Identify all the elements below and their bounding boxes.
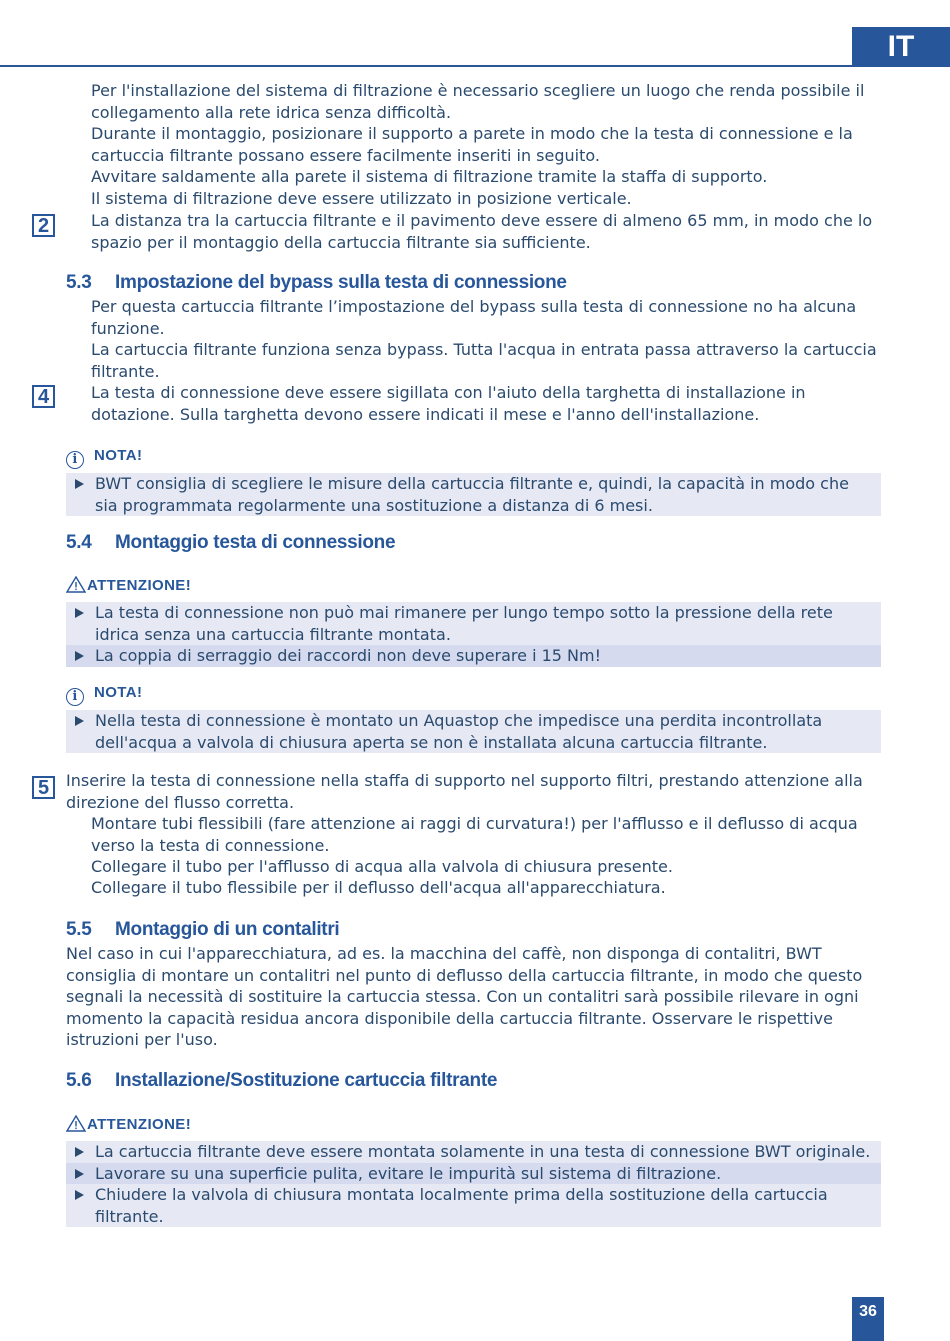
note-heading (66, 684, 142, 706)
section-number: 5.6 (66, 1070, 92, 1091)
s55-paragraph-1: Nel caso in cui l'apparecchiatura, ad es. la macchina del caffè, non disponga di contalitri, BWT consiglia di montare un contalitri nel punto di deflusso della cartuccia filtrante, in modo che questo segnali la necessità di sostituire la cartuccia stessa. Con un contalitri sarà possibile rilevare in ogni momento la capacità residua ancora disponibile della cartuccia filtrante. Osservare le rispettive istruzioni per l'uso. (66, 944, 863, 1050)
section-title: Installazione/Sostituzione cartuccia filtrante (115, 1070, 498, 1091)
s53-paragraph-3: La testa di connessione deve essere sigillata con l'aiuto della targhetta di installazione in dotazione. Sulla targhetta devono essere indicati il mese e l'anno dell'installazione. (91, 383, 806, 424)
note-label: NOTA! (94, 447, 143, 464)
section-number: 5.3 (66, 272, 92, 293)
list-item-text: La coppia di serraggio dei raccordi non deve superare i 15 Nm! (95, 646, 602, 666)
s54-paragraph-4: Collegare il tubo flessibile per il deflusso dell'acqua all'apparecchiatura. (91, 878, 666, 897)
warning-box (66, 602, 881, 667)
list-item (66, 1141, 881, 1163)
warning-label: ATTENZIONE! (87, 577, 192, 594)
language-tab: IT (852, 27, 950, 67)
list-item-text: La cartuccia filtrante deve essere montata solamente in una testa di connessione BWT originale. (95, 1142, 871, 1161)
warning-label: ATTENZIONE! (87, 1116, 192, 1133)
note-box (66, 710, 881, 753)
list-item (66, 1163, 881, 1185)
intro-paragraph-3: Avvitare saldamente alla parete il sistema di filtrazione tramite la staffa di supporto. (91, 167, 768, 186)
section-heading-5-4 (66, 532, 395, 554)
intro-paragraph-1: Per l'installazione del sistema di filtrazione è necessario scegliere un luogo che renda possibile il collegamento alla rete idrica senza difficoltà. (91, 81, 865, 122)
list-item-text: Chiudere la valvola di chiusura montata localmente prima della sostituzione della cartuccia filtrante. (95, 1185, 828, 1226)
section-title: Montaggio testa di connessione (115, 532, 396, 553)
section-heading-5-5 (66, 919, 339, 941)
section-number: 5.4 (66, 532, 92, 553)
figure-ref-4: 4 (32, 385, 55, 408)
section-heading-5-3 (66, 272, 567, 294)
warning-box (66, 1141, 881, 1227)
info-icon: i (66, 688, 84, 706)
intro-paragraph-2: Durante il montaggio, posizionare il supporto a parete in modo che la testa di connessione e la cartuccia filtrante possano essere facilmente inseriti in seguito. (91, 124, 853, 165)
bullet-triangle-icon (75, 608, 84, 618)
bullet-triangle-icon (75, 1147, 84, 1157)
note-label: NOTA! (94, 684, 143, 701)
list-item-text: BWT consiglia di scegliere le misure della cartuccia filtrante e, quindi, la capacità in modo che sia programmata regolarmente una sostituzione a distanza di 6 mesi. (95, 474, 849, 515)
list-item (66, 1184, 881, 1227)
warning-heading (66, 576, 191, 594)
figure-ref-2: 2 (32, 214, 55, 237)
s53-paragraph-1: Per questa cartuccia filtrante l’impostazione del bypass sulla testa di connessione no ha alcuna funzione. (91, 297, 857, 338)
s53-paragraph-2: La cartuccia filtrante funziona senza bypass. Tutta l'acqua in entrata passa attraverso la cartuccia filtrante. (91, 340, 877, 381)
intro-paragraph-4: Il sistema di filtrazione deve essere utilizzato in posizione verticale. (91, 189, 632, 208)
intro-paragraph-5: La distanza tra la cartuccia filtrante e il pavimento deve essere di almeno 65 mm, in modo che lo spazio per il montaggio della cartuccia filtrante sia sufficiente. (91, 211, 873, 252)
bullet-triangle-icon (75, 479, 84, 489)
bullet-triangle-icon (75, 716, 84, 726)
list-item (66, 602, 881, 645)
s54-paragraph-2: Montare tubi flessibili (fare attenzione ai raggi di curvatura!) per l'afflusso e il deflusso di acqua verso la testa di connessione. (91, 814, 858, 855)
warning-heading (66, 1115, 191, 1133)
section-title: Impostazione del bypass sulla testa di connessione (115, 272, 567, 293)
list-item (66, 710, 881, 753)
info-icon: i (66, 451, 84, 469)
section-heading-5-6 (66, 1070, 497, 1092)
list-item (66, 473, 881, 516)
list-item (66, 645, 881, 667)
figure-ref-5: 5 (32, 776, 55, 799)
list-item-text: Nella testa di connessione è montato un Aquastop che impedisce una perdita incontrollata dell'acqua a valvola di chiusura aperta se non è installata alcuna cartuccia filtrante. (95, 711, 823, 752)
s54-paragraph-3: Collegare il tubo per l'afflusso di acqua alla valvola di chiusura presente. (91, 857, 673, 876)
section-number: 5.5 (66, 919, 92, 940)
s54-paragraph-1: Inserire la testa di connessione nella staffa di supporto nel supporto filtri, prestando attenzione alla direzione del flusso corretta. (66, 771, 863, 812)
bullet-triangle-icon (75, 1169, 84, 1179)
bullet-triangle-icon (75, 651, 84, 661)
note-heading (66, 447, 142, 469)
list-item-text: La testa di connessione non può mai rimanere per lungo tempo sotto la pressione della rete idrica senza una cartuccia filtrante montata. (95, 603, 833, 644)
warning-triangle-icon (66, 1115, 86, 1132)
note-box (66, 473, 881, 516)
list-item-text: Lavorare su una superficie pulita, evitare le impurità sul sistema di filtrazione. (95, 1163, 722, 1183)
header-rule (0, 65, 950, 67)
bullet-triangle-icon (75, 1190, 84, 1200)
warning-triangle-icon (66, 576, 86, 593)
section-title: Montaggio di un contalitri (115, 919, 340, 940)
page-number: 36 (852, 1297, 884, 1341)
